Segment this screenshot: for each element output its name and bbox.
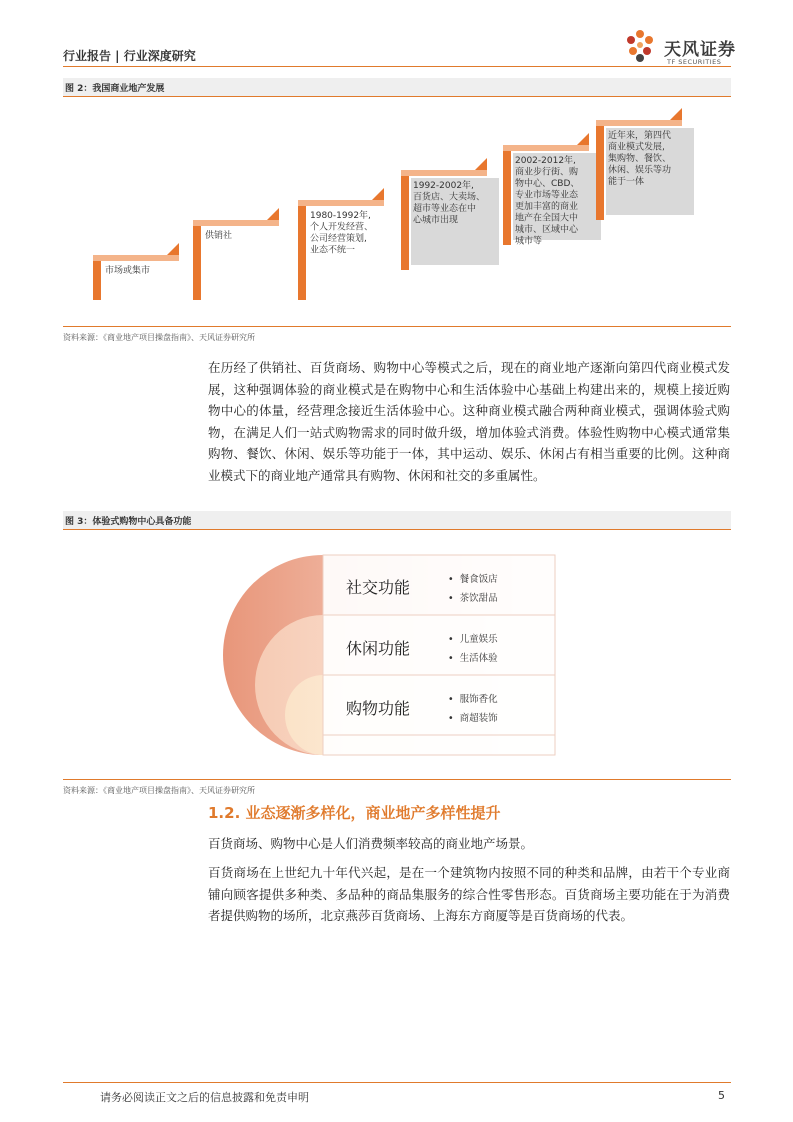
- footer-divider: [63, 1082, 731, 1083]
- staircase-step: [596, 108, 694, 220]
- logo-company-name-en: TF SECURITIES: [667, 58, 722, 66]
- function-bullet: • 茶饮甜品: [448, 593, 498, 604]
- staircase-step: [93, 243, 191, 300]
- step-label: 2002-2012年,商业步行街、购物中心、CBD、专业市场等业态更加丰富的商业地产在全国大中城市、区域中心城市等: [515, 156, 580, 247]
- footer-disclaimer: 请务必阅读正文之后的信息披露和免责申明: [100, 1091, 309, 1104]
- step-arrow-tip: [475, 158, 487, 170]
- function-bullet: • 餐食饭店: [448, 574, 498, 585]
- step-label: 1980-1992年,个人开发经营、公司经营策划,业态不统一: [310, 211, 374, 256]
- function-label-leisure: 休闲功能: [346, 639, 411, 658]
- development-staircase-diagram: [63, 100, 731, 320]
- staircase-step: [401, 158, 499, 270]
- function-bullet: • 服饰香化: [448, 694, 498, 705]
- staircase-step: [193, 208, 291, 300]
- step-horizontal-bar: [596, 120, 682, 126]
- step-horizontal-bar: [503, 145, 589, 151]
- function-bullet: • 商超装饰: [448, 713, 498, 724]
- figure-2-source: 资料来源：《商业地产项目操盘指南》、天风证券研究所: [63, 333, 255, 342]
- step-arrow-tip: [267, 208, 279, 220]
- figure-3-source: 资料来源：《商业地产项目操盘指南》、天风证券研究所: [63, 786, 255, 795]
- step-label: 1992-2002年,百货店、大卖场、超市等业态在中心城市出现: [413, 181, 486, 226]
- step-label: 供销社: [205, 231, 233, 241]
- step-vertical-bar: [298, 200, 306, 300]
- report-type-title: 行业报告 | 行业深度研究: [63, 49, 196, 63]
- step-vertical-bar: [503, 145, 511, 245]
- step-arrow-tip: [167, 243, 179, 255]
- page-number: 5: [718, 1089, 725, 1102]
- staircase-step: [298, 188, 396, 300]
- tf-securities-logo-icon: [622, 28, 658, 64]
- section-paragraph-2: 百货商场在上世纪九十年代兴起，是在一个建筑物内按照不同的种类和品牌，由若干个专业商铺向顾客提供多种类、多品种的商品集服务的综合性零售形态。百货商场主要功能在于为消费者提供购物的场所，北京燕莎百货商场、上海东方商厦等是百货商场的代表。: [208, 865, 730, 923]
- function-bullet: • 生活体验: [448, 653, 498, 664]
- step-horizontal-bar: [193, 220, 279, 226]
- figure-2-caption: 图 2：我国商业地产发展: [65, 84, 165, 94]
- staircase-step: [503, 133, 601, 247]
- function-label-shopping: 购物功能: [346, 699, 411, 718]
- figure-3-caption-bar: [63, 511, 731, 530]
- step-arrow-tip: [670, 108, 682, 120]
- function-bullet: • 儿童娱乐: [448, 634, 498, 645]
- step-vertical-bar: [93, 255, 101, 300]
- section-paragraph-1: 百货商场、购物中心是人们消费频率较高的商业地产场景。: [208, 836, 534, 851]
- header-divider: [63, 66, 731, 67]
- figure-3-bottom-rule: [63, 779, 731, 780]
- figure-3-caption: 图 3：体验式购物中心具备功能: [65, 517, 192, 527]
- function-label-social: 社交功能: [346, 578, 411, 597]
- step-vertical-bar: [596, 120, 604, 220]
- figure-2-bottom-rule: [63, 326, 731, 327]
- step-horizontal-bar: [93, 255, 179, 261]
- body-paragraph-fourth-generation: 在历经了供销社、百货商场、购物中心等模式之后，现在的商业地产逐渐向第四代商业模式发展，这种强调体验的商业模式是在购物中心和生活体验中心基础上构建出来的，规模上接近购物中心的体量，经营理念接近生活体验中心。这种商业模式融合两种商业模式，强调体验式购物，在满足人们一站式购物需求的同时做升级，增加体验式消费。体验性购物中心模式通常集购物、餐饮、休闲、娱乐等功能于一体，其中运动、娱乐、休闲占有相当重要的比例。这种商业模式下的商业地产通常具有购物、休闲和社交的多重属性。: [208, 360, 730, 483]
- step-label: 市场或集市: [105, 266, 151, 276]
- step-vertical-bar: [401, 170, 409, 270]
- step-arrow-tip: [372, 188, 384, 200]
- step-horizontal-bar: [401, 170, 487, 176]
- figure-2-caption-bar: [63, 78, 731, 97]
- step-arrow-tip: [577, 133, 589, 145]
- step-label: 近年来，第四代商业模式发展,集购物、餐饮、休闲、娱乐等功能于一体: [608, 131, 672, 187]
- step-vertical-bar: [193, 220, 201, 300]
- step-horizontal-bar: [298, 200, 384, 206]
- section-heading-1-2: 1.2. 业态逐渐多样化，商业地产多样性提升: [208, 804, 501, 822]
- logo-company-name: 天风证券: [664, 40, 736, 60]
